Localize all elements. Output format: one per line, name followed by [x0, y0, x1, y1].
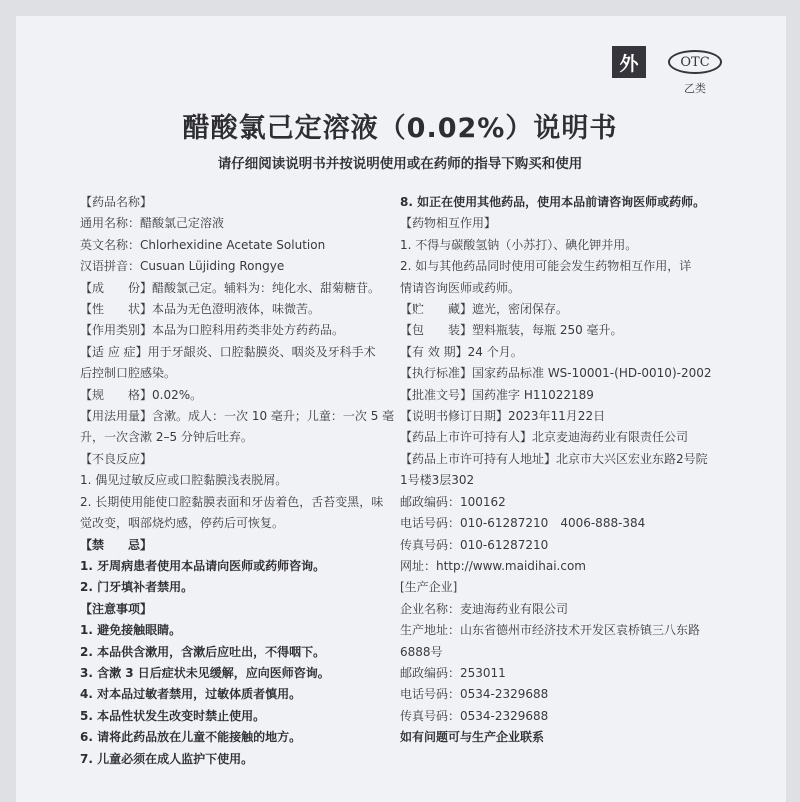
english-name-line: 英文名称：Chlorhexidine Acetate Solution — [80, 237, 326, 252]
manufacturer-fax: 传真号码：0534-2329688 — [400, 708, 549, 723]
document-subtitle: 请仔细阅读说明书并按说明使用或在药师的指导下购买和使用 — [217, 156, 583, 172]
otc-category-label: 乙类 — [684, 82, 706, 95]
approval-number-line: 【批准文号】国药准字 H11022189 — [400, 387, 594, 402]
package-line: 【包 装】塑料瓶装，每瓶 250 毫升。 — [400, 323, 623, 338]
adverse-reaction-item: 2. 长期使用能使口腔黏膜表面和牙齿着色，舌苔变黑，味 — [80, 494, 384, 509]
holder-fax: 传真号码：010-61287210 — [400, 537, 549, 552]
precaution-item: 3. 含漱 3 日后症状未见缓解，应向医师咨询。 — [80, 665, 330, 680]
precaution-item: 1. 避免接触眼睛。 — [80, 623, 182, 638]
interaction-item: 1. 不得与碳酸氢钠（小苏打）、碘化钾并用。 — [400, 237, 638, 252]
precaution-item: 4. 对本品过敏者禁用，过敏体质者慎用。 — [80, 687, 302, 702]
external-use-badge: 外 — [612, 46, 646, 78]
precaution-item: 5. 本品性状发生改变时禁止使用。 — [80, 708, 266, 723]
manufacturer-address-cont: 6888号 — [400, 644, 443, 659]
manufacturer-phone: 电话号码：0534-2329688 — [400, 687, 549, 702]
precaution-item: 8. 如正在使用其他药品，使用本品前请咨询医师或药师。 — [400, 195, 706, 209]
contraindication-item: 1. 牙周病患者使用本品请向医师或药师咨询。 — [80, 558, 326, 573]
indications-line-cont: 后控制口腔感染。 — [80, 366, 177, 381]
manufacturer-name: 企业名称：麦迪海药业有限公司 — [400, 601, 569, 616]
section-heading-precautions: 【注意事项】 — [80, 601, 153, 616]
interaction-item: 2. 如与其他药品同时使用可能会发生药物相互作用，详 — [400, 259, 692, 274]
section-heading-drug-name: 【药品名称】 — [80, 195, 153, 209]
otc-badge: OTC — [668, 50, 722, 74]
standard-line: 【执行标准】国家药品标准 WS-10001-(HD-0010)-2002 — [400, 366, 712, 381]
precaution-item: 6. 请将此药品放在儿童不能接触的地方。 — [80, 730, 302, 745]
dosage-line: 【用法用量】含漱。成人：一次 10 毫升；儿童：一次 5 毫 — [80, 409, 395, 424]
holder-address-line: 【药品上市许可持有人地址】北京市大兴区宏业东路2号院 — [400, 451, 708, 466]
pinyin-name-line: 汉语拼音：Cusuan Lüjiding Rongye — [80, 259, 285, 274]
adverse-reaction-item-cont: 觉改变，咽部烧灼感，停药后可恢复。 — [80, 516, 285, 531]
revision-date-line: 【说明书修订日期】2023年11月22日 — [400, 409, 606, 424]
adverse-reaction-item: 1. 偶见过敏反应或口腔黏膜浅表脱屑。 — [80, 473, 288, 488]
interaction-item-cont: 情请咨询医师或药师。 — [400, 280, 521, 295]
specification-line: 【规 格】0.02%。 — [80, 387, 203, 402]
holder-website: 网址：http://www.maidihai.com — [400, 558, 586, 573]
precaution-item: 2. 本品供含漱用，含漱后应吐出，不得咽下。 — [80, 644, 326, 659]
holder-phone: 电话号码：010-61287210 4006-888-384 — [400, 516, 646, 531]
ingredients-line: 【成 份】醋酸氯己定。辅料为：纯化水、甜菊糖苷。 — [80, 280, 381, 295]
manufacturer-postcode: 邮政编码：253011 — [400, 665, 506, 680]
section-heading-interactions: 【药物相互作用】 — [400, 216, 497, 231]
storage-line: 【贮 藏】遮光，密闭保存。 — [400, 302, 569, 317]
section-heading-adverse-reactions: 【不良反应】 — [80, 451, 153, 466]
description-line: 【性 状】本品为无色澄明液体，味微苦。 — [80, 302, 321, 317]
holder-address-line-cont: 1号楼3层302 — [400, 473, 475, 488]
contraindication-item: 2. 门牙填补者禁用。 — [80, 580, 194, 595]
precaution-item: 7. 儿童必须在成人监护下使用。 — [80, 751, 254, 766]
indications-line: 【适 应 症】用于牙龈炎、口腔黏膜炎、咽炎及牙科手术 — [80, 344, 376, 359]
left-column — [80, 192, 396, 770]
right-column — [400, 192, 732, 749]
expiry-line: 【有 效 期】24 个月。 — [400, 344, 523, 359]
manufacturer-address: 生产地址：山东省德州市经济技术开发区袁桥镇三八东路 — [400, 623, 701, 638]
dosage-line-cont: 升，一次含漱 2–5 分钟后吐弃。 — [80, 430, 253, 445]
holder-line: 【药品上市许可持有人】北京麦迪海药业有限责任公司 — [400, 430, 689, 445]
contact-note: 如有问题可与生产企业联系 — [400, 730, 545, 745]
generic-name-line: 通用名称：醋酸氯己定溶液 — [80, 216, 225, 231]
badge-group — [612, 46, 722, 96]
category-line: 【作用类别】本品为口腔科用药类非处方药药品。 — [80, 323, 345, 338]
holder-postcode: 邮政编码：100162 — [400, 494, 506, 509]
section-heading-manufacturer: [生产企业] — [400, 580, 458, 595]
section-heading-contraindications: 【禁 忌】 — [80, 537, 153, 552]
document-title: 醋酸氯己定溶液（0.02%）说明书 — [182, 113, 618, 144]
